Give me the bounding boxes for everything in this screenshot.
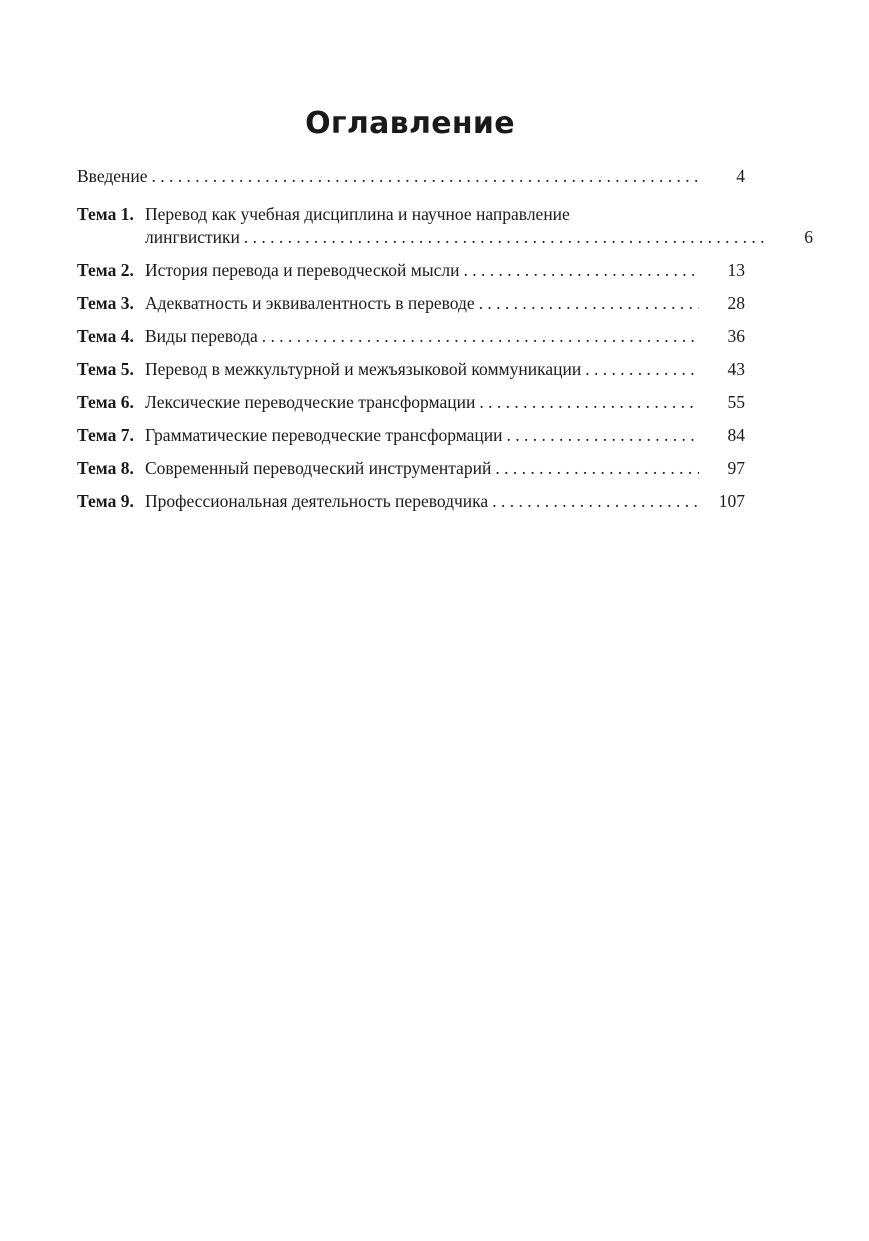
toc-topic-label: Тема 3. — [77, 293, 134, 313]
toc-page-number: 107 — [718, 491, 745, 511]
toc-page-number: 6 — [804, 227, 813, 247]
toc-topic-label: Тема 1. — [77, 204, 134, 224]
toc-page-number: 4 — [736, 166, 745, 186]
toc-page-number: 28 — [727, 293, 745, 313]
toc-page-number: 97 — [727, 458, 745, 478]
toc-entry-text: Виды перевода — [145, 326, 258, 346]
dot-leader — [507, 424, 699, 447]
dot-leader — [262, 325, 699, 348]
table-of-contents — [77, 165, 813, 513]
toc-entry-topic-5 — [77, 358, 745, 381]
toc-page-number: 84 — [727, 425, 745, 445]
toc-entry-topic-8 — [77, 457, 745, 480]
dot-leader — [585, 358, 699, 381]
toc-entry-text: Профессиональная деятельность переводчика — [145, 491, 489, 511]
toc-entry-topic-1 — [77, 203, 813, 249]
toc-entry-text: История перевода и переводческой мысли — [145, 260, 460, 280]
dot-leader — [492, 490, 699, 513]
toc-page-number: 13 — [727, 260, 745, 280]
dot-leader — [495, 457, 699, 480]
toc-entry-topic-6 — [77, 391, 745, 414]
toc-entry-text-continued: лингвистики — [145, 227, 240, 247]
toc-topic-label: Тема 7. — [77, 425, 134, 445]
toc-topic-label: Тема 5. — [77, 359, 134, 379]
dot-leader — [479, 292, 699, 315]
toc-entry-text: Адекватность и эквивалентность в переводе — [145, 293, 475, 313]
toc-entry-topic-9 — [77, 490, 745, 513]
toc-topic-label: Тема 9. — [77, 491, 134, 511]
toc-entry-topic-4 — [77, 325, 745, 348]
toc-entry-text: Перевод как учебная дисциплина и научное направление — [145, 204, 570, 224]
toc-page-number: 43 — [727, 359, 745, 379]
toc-entry-intro — [77, 165, 745, 188]
toc-entry-topic-2 — [77, 259, 745, 282]
toc-topic-label: Тема 2. — [77, 260, 134, 280]
toc-topic-label: Тема 6. — [77, 392, 134, 412]
toc-page-number: 55 — [727, 392, 745, 412]
dot-leader — [152, 165, 699, 188]
page-title: Оглавление — [305, 106, 515, 141]
toc-page-number: 36 — [727, 326, 745, 346]
dot-leader — [479, 391, 699, 414]
toc-entry-text: Грамматические переводческие трансформации — [145, 425, 503, 445]
toc-topic-label: Тема 4. — [77, 326, 134, 346]
toc-topic-label: Тема 8. — [77, 458, 134, 478]
toc-entry-text: Введение — [77, 166, 148, 186]
dot-leader — [244, 226, 767, 249]
toc-entry-topic-3 — [77, 292, 745, 315]
toc-entry-text: Перевод в межкультурной и межъязыковой коммуникации — [145, 359, 582, 379]
toc-entry-topic-7 — [77, 424, 745, 447]
toc-entry-text: Современный переводческий инструментарий — [145, 458, 492, 478]
dot-leader — [463, 259, 699, 282]
toc-entry-text: Лексические переводческие трансформации — [145, 392, 476, 412]
